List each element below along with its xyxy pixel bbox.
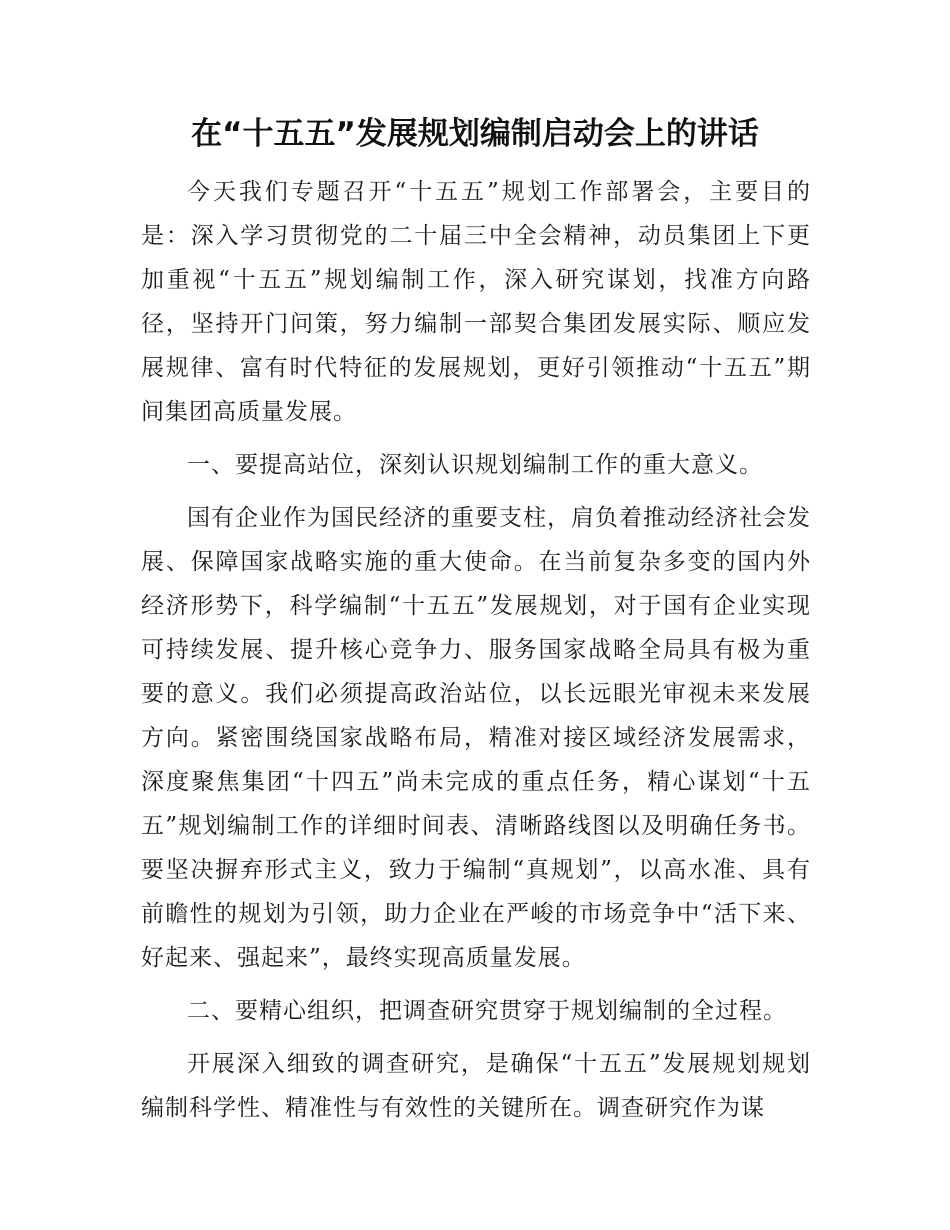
section-heading-1: 一、要提高站位，深刻认识规划编制工作的重大意义。 (187, 452, 763, 478)
document-title: 在“十五五”发展规划编制启动会上的讲话 (191, 116, 759, 152)
paragraph-section-2: 开展深入细致的调查研究，是确保“十五五”发展规划规划编制科学性、精准性与有效性的关键所在。调查研究作为谋 (141, 1051, 811, 1121)
document-body (141, 170, 811, 1139)
section-heading-2: 二、要精心组织，把调查研究贯穿于规划编制的全过程。 (187, 998, 787, 1024)
paragraph-intro: 今天我们专题召开“十五五”规划工作部署会，主要目的是：深入学习贯彻党的二十届三中全会精神，动员集团上下更加重视“十五五”规划编制工作，深入研究谋划，找准方向路径，坚持开门问策，努力编制一部契合集团发展实际、顺应发展规律、富有时代特征的发展规划，更好引领推动“十五五”期间集团高质量发展。 (141, 179, 811, 425)
paragraph-section-1: 国有企业作为国民经济的重要支柱，肩负着推动经济社会发展、保障国家战略实施的重大使命。在当前复杂多变的国内外经济形势下，科学编制“十五五”发展规划，对于国有企业实现可持续发展、提升核心竞争力、服务国家战略全局具有极为重要的意义。我们必须提高政治站位，以长远眼光审视未来发展方向。紧密围绕国家战略布局，精准对接区域经济发展需求，深度聚焦集团“十四五”尚未完成的重点任务，精心谋划“十五五”规划编制工作的详细时间表、清晰路线图以及明确任务书。要坚决摒弃形式主义，致力于编制“真规划”，以高水准、具有前瞻性的规划为引领，助力企业在严峻的市场竞争中“活下来、好起来、强起来”，最终实现高质量发展。 (141, 505, 811, 971)
